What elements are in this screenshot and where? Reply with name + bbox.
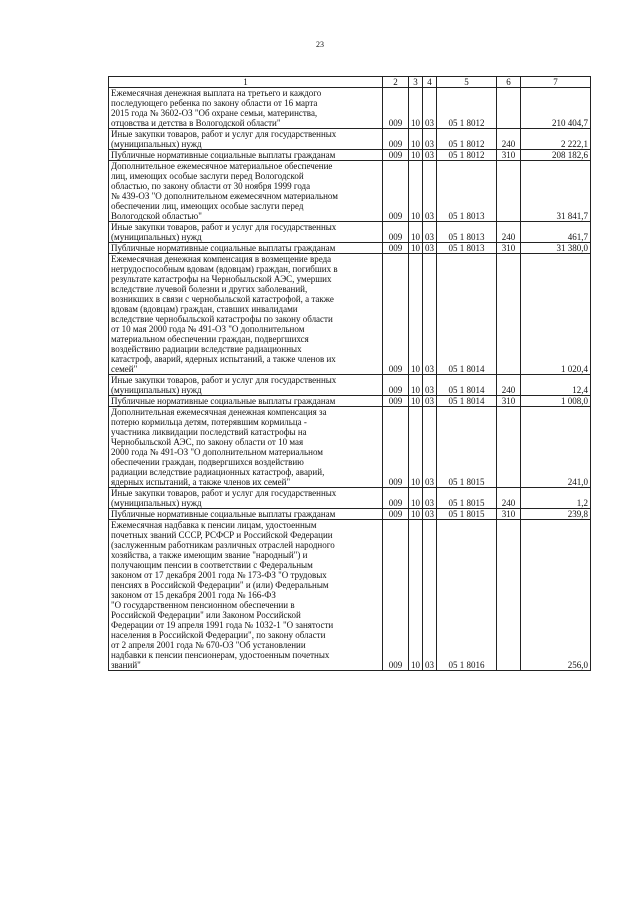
row-cell-c7: 31 380,0 — [521, 243, 591, 254]
row-description: Иные закупки товаров, работ и услуг для государственных (муниципальных) нужд — [109, 375, 383, 396]
table-row — [109, 509, 591, 520]
table-row — [109, 375, 591, 396]
row-description: Иные закупки товаров, работ и услуг для государственных (муниципальных) нужд — [109, 488, 383, 509]
row-cell-c5: 05 1 8015 — [437, 509, 497, 520]
row-cell-c2: 009 — [383, 254, 409, 375]
row-cell-c7: 2 222,1 — [521, 129, 591, 150]
table-row — [109, 129, 591, 150]
row-cell-c7: 210 404,7 — [521, 88, 591, 129]
row-cell-c5: 05 1 8013 — [437, 161, 497, 222]
row-cell-c5: 05 1 8014 — [437, 375, 497, 396]
table-row — [109, 520, 591, 671]
table-row — [109, 88, 591, 129]
row-cell-c6 — [497, 520, 521, 671]
row-cell-c4: 03 — [423, 396, 437, 407]
row-cell-c5: 05 1 8013 — [437, 243, 497, 254]
row-cell-c7: 241,0 — [521, 407, 591, 488]
row-cell-c2: 009 — [383, 88, 409, 129]
row-description: Иные закупки товаров, работ и услуг для государственных (муниципальных) нужд — [109, 129, 383, 150]
row-cell-c3: 10 — [409, 150, 423, 161]
table-row — [109, 150, 591, 161]
row-cell-c6: 310 — [497, 396, 521, 407]
header-cell: 1 — [109, 77, 383, 88]
header-cell: 4 — [423, 77, 437, 88]
row-cell-c6: 310 — [497, 243, 521, 254]
row-cell-c7: 31 841,7 — [521, 161, 591, 222]
row-description: Иные закупки товаров, работ и услуг для государственных (муниципальных) нужд — [109, 222, 383, 243]
row-cell-c5: 05 1 8012 — [437, 88, 497, 129]
table-row — [109, 222, 591, 243]
row-description: Дополнительное ежемесячное материальное обеспечение лиц, имеющих особые заслуги перед Вологодской областью, по закону области от 30 ноября 1999 года № 439-ОЗ "О дополнительном ежемесячном материальном обеспечении лиц, имеющих особые заслуги перед Вологодской областью" — [109, 161, 383, 222]
row-description: Публичные нормативные социальные выплаты гражданам — [109, 150, 383, 161]
row-cell-c3: 10 — [409, 375, 423, 396]
header-cell: 7 — [521, 77, 591, 88]
row-cell-c3: 10 — [409, 509, 423, 520]
row-cell-c6: 240 — [497, 488, 521, 509]
row-cell-c2: 009 — [383, 407, 409, 488]
row-cell-c3: 10 — [409, 520, 423, 671]
header-cell: 6 — [497, 77, 521, 88]
row-cell-c4: 03 — [423, 509, 437, 520]
row-cell-c3: 10 — [409, 407, 423, 488]
row-cell-c3: 10 — [409, 161, 423, 222]
row-cell-c3: 10 — [409, 88, 423, 129]
row-cell-c3: 10 — [409, 254, 423, 375]
row-cell-c5: 05 1 8015 — [437, 407, 497, 488]
row-cell-c6 — [497, 161, 521, 222]
row-description: Дополнительная ежемесячная денежная компенсация за потерю кормильца детям, потерявшим кормильца - участника ликвидации последствий катастрофы на Чернобыльской АЭС, по закону области от 10 мая 2000 года № 491-ОЗ "О дополнительном материальном обеспечении граждан, подвергшихся воздействию радиации вследствие радиационных катастроф, аварий, ядерных испытаний, а также членов их семей" — [109, 407, 383, 488]
row-cell-c6: 240 — [497, 222, 521, 243]
row-cell-c5: 05 1 8013 — [437, 222, 497, 243]
row-cell-c4: 03 — [423, 150, 437, 161]
table-row — [109, 161, 591, 222]
header-cell: 5 — [437, 77, 497, 88]
row-cell-c2: 009 — [383, 243, 409, 254]
row-cell-c2: 009 — [383, 396, 409, 407]
row-cell-c4: 03 — [423, 254, 437, 375]
row-cell-c6: 240 — [497, 375, 521, 396]
row-cell-c5: 05 1 8016 — [437, 520, 497, 671]
row-cell-c2: 009 — [383, 375, 409, 396]
row-description: Ежемесячная надбавка к пенсии лицам, удостоенным почетных званий СССР, РСФСР и Российской Федерации (заслуженным работникам различных отраслей народного хозяйства, а также имеющим звание "народный") и получающим пенсии в соответствии с Федеральным законом от 17 декабря 2001 года № 173-ФЗ "О трудовых пенсиях в Российской Федерации" и (или) Федеральным законом от 15 декабря 2001 года № 166-ФЗ "О государственном пенсионном обеспечении в Российской Федерации" или Законом Российской Федерации от 19 апреля 1991 года № 1032-1 "О занятости населения в Российской Федерации", по закону области от 2 апреля 2001 года № 670-ОЗ "Об установлении надбавки к пенсии пенсионерам, удостоенным почетных званий" — [109, 520, 383, 671]
row-cell-c6 — [497, 254, 521, 375]
row-cell-c2: 009 — [383, 520, 409, 671]
row-description: Публичные нормативные социальные выплаты гражданам — [109, 396, 383, 407]
budget-table — [108, 76, 591, 671]
row-cell-c4: 03 — [423, 488, 437, 509]
table-header-row — [109, 77, 591, 88]
row-cell-c3: 10 — [409, 488, 423, 509]
row-cell-c6 — [497, 88, 521, 129]
table-row — [109, 407, 591, 488]
row-cell-c4: 03 — [423, 375, 437, 396]
row-cell-c3: 10 — [409, 222, 423, 243]
row-cell-c6 — [497, 407, 521, 488]
row-cell-c4: 03 — [423, 161, 437, 222]
row-cell-c5: 05 1 8014 — [437, 254, 497, 375]
page-number: 23 — [316, 40, 324, 49]
row-cell-c7: 461,7 — [521, 222, 591, 243]
row-cell-c4: 03 — [423, 407, 437, 488]
row-cell-c5: 05 1 8012 — [437, 129, 497, 150]
row-cell-c4: 03 — [423, 520, 437, 671]
row-cell-c7: 1 008,0 — [521, 396, 591, 407]
row-cell-c5: 05 1 8014 — [437, 396, 497, 407]
row-cell-c4: 03 — [423, 222, 437, 243]
row-cell-c3: 10 — [409, 129, 423, 150]
row-cell-c7: 12,4 — [521, 375, 591, 396]
row-cell-c7: 208 182,6 — [521, 150, 591, 161]
row-cell-c5: 05 1 8012 — [437, 150, 497, 161]
header-cell: 2 — [383, 77, 409, 88]
row-description: Публичные нормативные социальные выплаты гражданам — [109, 243, 383, 254]
table-row — [109, 243, 591, 254]
row-cell-c2: 009 — [383, 488, 409, 509]
row-cell-c2: 009 — [383, 150, 409, 161]
row-cell-c5: 05 1 8015 — [437, 488, 497, 509]
row-description: Публичные нормативные социальные выплаты гражданам — [109, 509, 383, 520]
row-cell-c2: 009 — [383, 222, 409, 243]
row-cell-c3: 10 — [409, 396, 423, 407]
row-cell-c6: 310 — [497, 509, 521, 520]
row-cell-c6: 310 — [497, 150, 521, 161]
header-cell: 3 — [409, 77, 423, 88]
row-cell-c4: 03 — [423, 129, 437, 150]
table-row — [109, 254, 591, 375]
row-cell-c3: 10 — [409, 243, 423, 254]
row-cell-c7: 256,0 — [521, 520, 591, 671]
table-row — [109, 488, 591, 509]
row-cell-c4: 03 — [423, 88, 437, 129]
table-row — [109, 396, 591, 407]
row-cell-c2: 009 — [383, 509, 409, 520]
row-cell-c4: 03 — [423, 243, 437, 254]
row-cell-c7: 239,8 — [521, 509, 591, 520]
row-cell-c7: 1 020,4 — [521, 254, 591, 375]
row-description: Ежемесячная денежная компенсация в возмещение вреда нетрудоспособным вдовам (вдовцам) граждан, погибших в результате катастрофы на Чернобыльской АЭС, умерших вследствие лучевой болезни и других заболеваний, возникших в связи с чернобыльской катастрофой, а также вдовам (вдовцам) граждан, ставших инвалидами вследствие чернобыльской катастрофы по закону области от 10 мая 2000 года № 491-ОЗ "О дополнительном материальном обеспечении граждан, подвергшихся воздействию радиации вследствие радиационных катастроф, аварий, ядерных испытаний, а также членов их семей" — [109, 254, 383, 375]
row-description: Ежемесячная денежная выплата на третьего и каждого последующего ребенка по закону области от 16 марта 2015 года № 3602-ОЗ "Об охране семьи, материнства, отцовства и детства в Вологодской области" — [109, 88, 383, 129]
row-cell-c2: 009 — [383, 129, 409, 150]
row-cell-c2: 009 — [383, 161, 409, 222]
row-cell-c6: 240 — [497, 129, 521, 150]
row-cell-c7: 1,2 — [521, 488, 591, 509]
